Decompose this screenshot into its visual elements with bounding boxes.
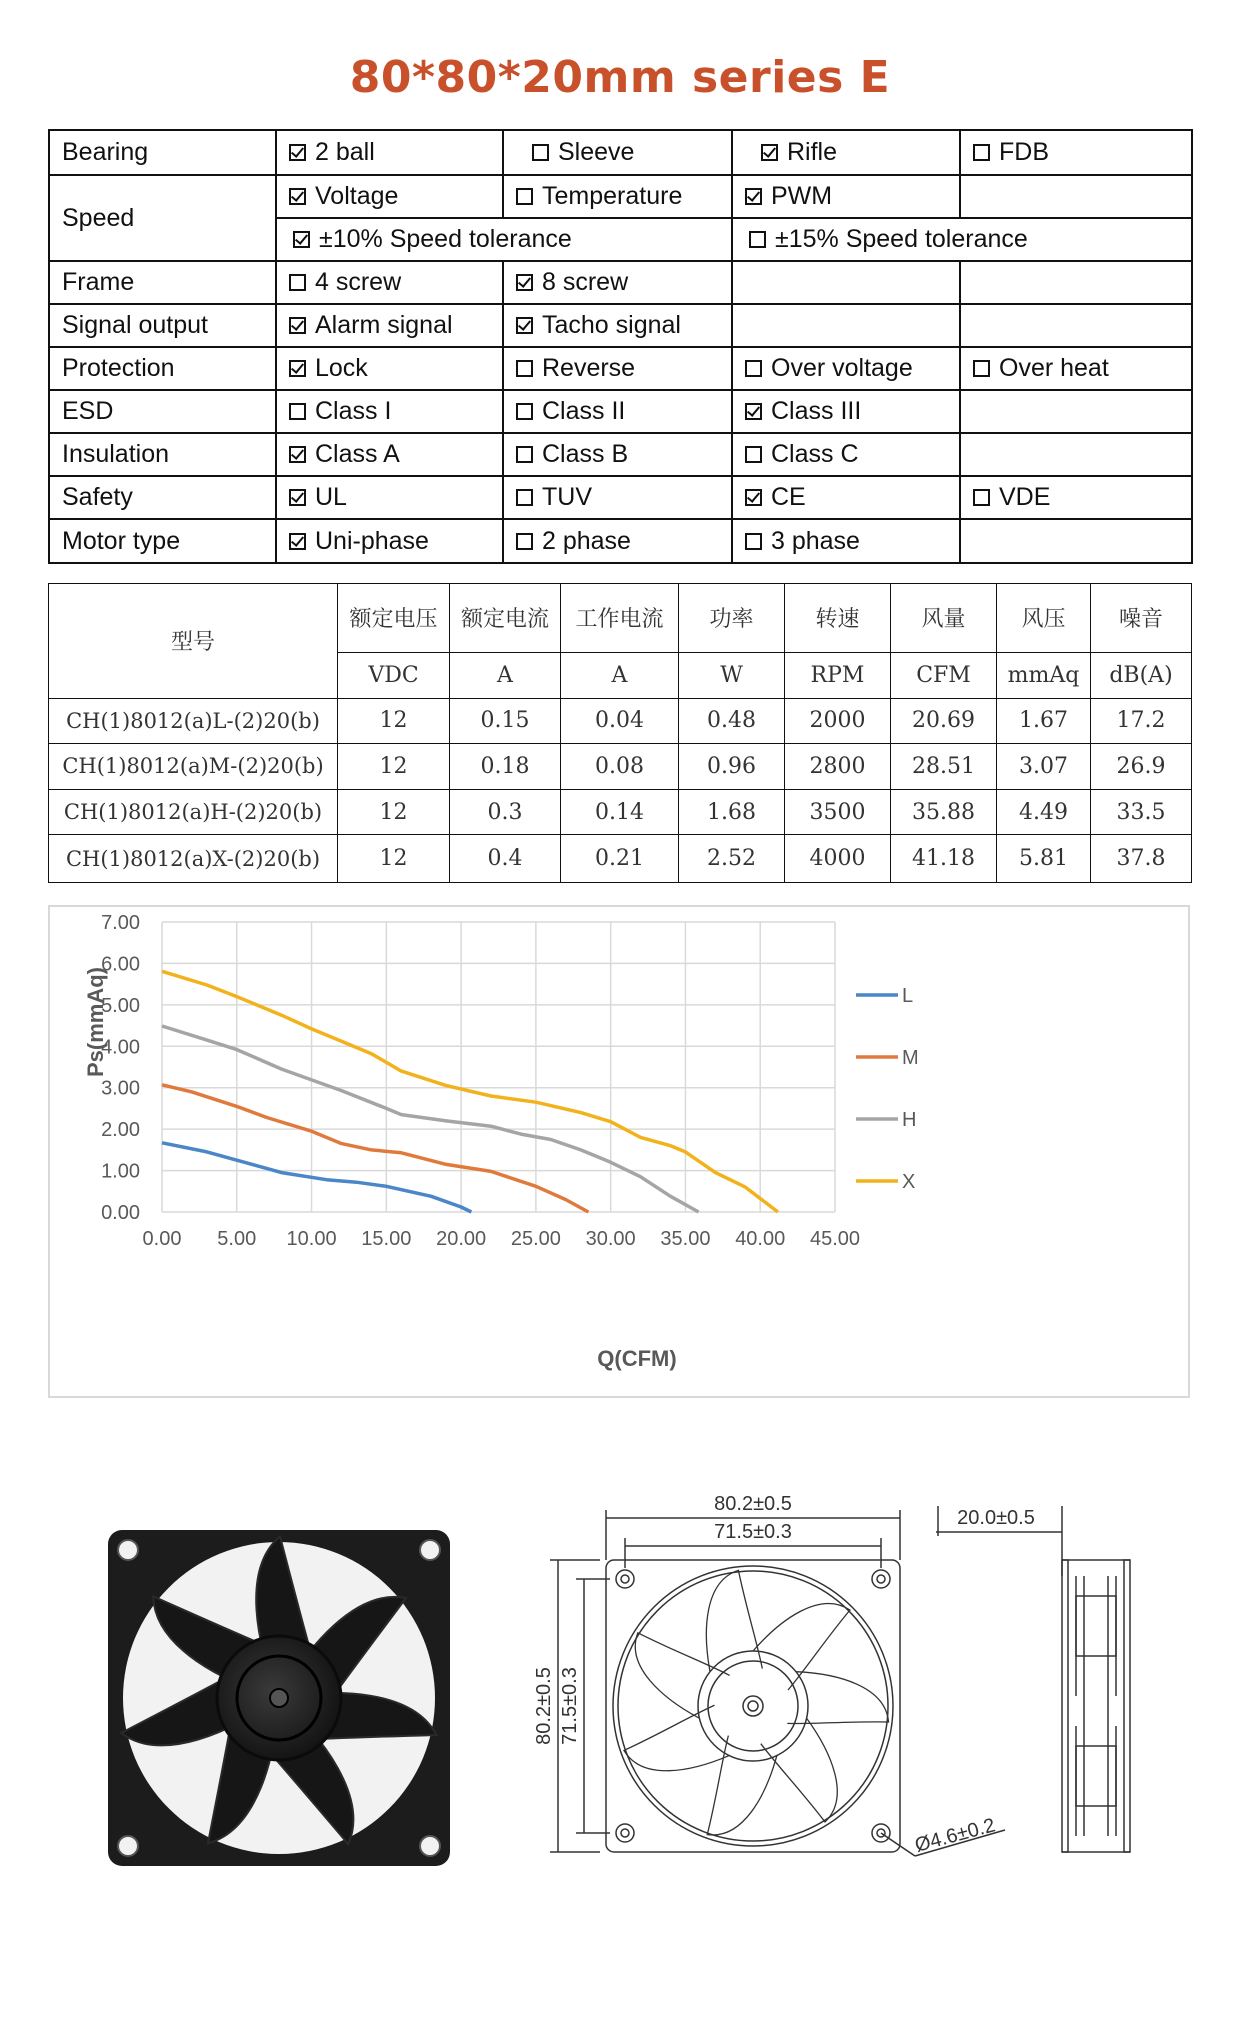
series-line-L	[162, 1143, 471, 1212]
checkbox-icon	[516, 188, 533, 205]
dim-height-holes: 71.5±0.3	[559, 1667, 581, 1745]
spec-option	[960, 130, 1192, 175]
value-cell: 3.07	[997, 744, 1091, 790]
option-label: Over heat	[999, 354, 1109, 382]
spec-label: Speed	[49, 175, 276, 261]
side-drawing	[936, 1496, 1136, 1876]
legend-label: M	[902, 1047, 919, 1069]
x-tick-label: 5.00	[217, 1228, 257, 1250]
option-label: CE	[771, 483, 806, 511]
checkbox-icon	[289, 489, 306, 506]
hub-center	[270, 1689, 288, 1707]
model-cell: CH(1)8012(a)L-(2)20(b)	[49, 698, 338, 744]
elec-header-row	[49, 584, 1192, 653]
x-tick-label: 15.00	[361, 1228, 412, 1250]
spec-option	[276, 519, 503, 563]
spec-option	[732, 175, 960, 218]
unit-cell: A	[450, 652, 561, 698]
spec-label: Signal output	[49, 304, 276, 347]
unit-cell: CFM	[891, 652, 997, 698]
spec-option	[276, 347, 503, 390]
option-label: Class I	[315, 397, 392, 425]
spec-row-signal	[49, 304, 1192, 347]
spec-option	[960, 347, 1192, 390]
option-label: Alarm signal	[315, 311, 453, 339]
option-label: Sleeve	[558, 138, 635, 166]
spec-row-esd	[49, 390, 1192, 433]
checkbox-icon	[516, 274, 533, 291]
checkbox-icon	[289, 317, 306, 334]
spec-empty	[732, 304, 960, 347]
col-header: 转速	[785, 584, 891, 653]
spec-option	[503, 476, 732, 519]
value-cell: 0.4	[450, 835, 561, 883]
y-tick-label: 1.00	[101, 1160, 140, 1183]
x-tick-label: 0.00	[142, 1228, 182, 1250]
dim-width-total: 80.2±0.5	[714, 1493, 792, 1515]
value-cell: 0.21	[561, 835, 679, 883]
spec-option	[276, 433, 503, 476]
checkbox-icon	[745, 360, 762, 377]
spec-option	[732, 519, 960, 563]
x-tick-label: 20.00	[436, 1228, 487, 1250]
option-label: Rifle	[787, 138, 838, 166]
option-label: 4 screw	[315, 268, 402, 296]
value-cell: 1.67	[997, 698, 1091, 744]
value-cell: 12	[338, 835, 450, 883]
spec-option	[503, 304, 732, 347]
value-cell: 37.8	[1091, 835, 1192, 883]
value-cell: 0.3	[450, 789, 561, 835]
unit-cell: mmAq	[997, 652, 1091, 698]
option-label: UL	[315, 483, 347, 511]
spec-label: Motor type	[49, 519, 276, 563]
x-axis-label: Q(CFM)	[597, 1346, 677, 1371]
value-cell: 41.18	[891, 835, 997, 883]
y-tick-label: 6.00	[101, 953, 140, 976]
value-cell: 0.08	[561, 744, 679, 790]
option-label: 2 phase	[542, 526, 631, 555]
value-cell: 0.04	[561, 698, 679, 744]
table-row	[49, 744, 1192, 790]
option-label: PWM	[771, 182, 833, 210]
spec-row-bearing	[49, 130, 1192, 175]
x-tick-label: 25.00	[510, 1228, 561, 1250]
checkbox-icon	[293, 231, 310, 248]
checkbox-icon	[973, 489, 990, 506]
y-tick-label: 3.00	[101, 1077, 140, 1100]
spec-empty	[732, 261, 960, 304]
value-cell: 2.52	[679, 835, 785, 883]
value-cell: 4.49	[997, 789, 1091, 835]
x-tick-label: 40.00	[735, 1228, 786, 1250]
spec-option	[276, 218, 732, 261]
spec-option	[276, 304, 503, 347]
spec-label: ESD	[49, 390, 276, 433]
drawing-blade	[747, 1710, 853, 1824]
checkbox-icon	[516, 403, 533, 420]
y-tick-label: 5.00	[101, 994, 140, 1017]
unit-cell: dB(A)	[1091, 652, 1192, 698]
option-label: Class III	[771, 397, 862, 425]
dim-thickness: 20.0±0.5	[957, 1507, 1035, 1529]
value-cell: 28.51	[891, 744, 997, 790]
spec-empty	[960, 261, 1192, 304]
value-cell: 0.96	[679, 744, 785, 790]
electrical-table	[48, 583, 1192, 883]
option-label: TUV	[542, 483, 592, 511]
model-header: 型号	[49, 584, 338, 699]
fan-photo	[106, 1528, 452, 1868]
checkbox-icon	[289, 533, 306, 550]
spec-label: Bearing	[49, 130, 276, 175]
spec-table	[48, 129, 1193, 564]
legend-label: X	[902, 1171, 916, 1193]
x-tick-label: 30.00	[585, 1228, 636, 1250]
col-header: 工作电流	[561, 584, 679, 653]
option-label: Tacho signal	[542, 311, 681, 339]
option-label: Voltage	[315, 182, 399, 210]
checkbox-icon	[749, 231, 766, 248]
spec-option	[503, 519, 732, 563]
spec-row-insulation	[49, 433, 1192, 476]
series-line-H	[162, 1026, 699, 1212]
col-header: 噪音	[1091, 584, 1192, 653]
page-title: 80*80*20mm series E	[349, 52, 891, 103]
legend-label: H	[902, 1109, 917, 1131]
legend-label: L	[902, 985, 914, 1007]
value-cell: 12	[338, 698, 450, 744]
option-label: ±15% Speed tolerance	[775, 225, 1028, 253]
mount-hole	[420, 1540, 440, 1560]
spec-row-protection	[49, 347, 1192, 390]
option-label: 3 phase	[771, 526, 860, 555]
value-cell: 0.18	[450, 744, 561, 790]
x-tick-label: 35.00	[660, 1228, 711, 1250]
value-cell: 5.81	[997, 835, 1091, 883]
value-cell: 3500	[785, 789, 891, 835]
option-label: Temperature	[542, 182, 683, 210]
option-label: Lock	[315, 354, 368, 382]
checkbox-icon	[745, 188, 762, 205]
mount-hole	[118, 1836, 138, 1856]
spec-option	[503, 390, 732, 433]
spec-option	[732, 433, 960, 476]
checkbox-icon	[516, 489, 533, 506]
option-label: Class B	[542, 440, 629, 468]
value-cell: 26.9	[1091, 744, 1192, 790]
checkbox-icon	[289, 360, 306, 377]
checkbox-icon	[761, 144, 778, 161]
option-label: 8 screw	[542, 268, 629, 296]
mount-hole	[118, 1540, 138, 1560]
option-label: Reverse	[542, 354, 636, 382]
option-label: ±10% Speed tolerance	[319, 225, 572, 253]
value-cell: 0.48	[679, 698, 785, 744]
value-cell: 20.69	[891, 698, 997, 744]
spec-option	[503, 175, 732, 218]
spec-option	[503, 347, 732, 390]
value-cell: 35.88	[891, 789, 997, 835]
spec-label: Safety	[49, 476, 276, 519]
col-header: 风压	[997, 584, 1091, 653]
x-tick-label: 10.00	[286, 1228, 337, 1250]
model-cell: CH(1)8012(a)X-(2)20(b)	[49, 835, 338, 883]
table-row	[49, 835, 1192, 883]
option-label: Over voltage	[771, 354, 913, 382]
col-header: 额定电流	[450, 584, 561, 653]
checkbox-icon	[289, 144, 306, 161]
option-label: Class II	[542, 397, 626, 425]
checkbox-icon	[289, 188, 306, 205]
value-cell: 0.14	[561, 789, 679, 835]
checkbox-icon	[745, 403, 762, 420]
option-label: Uni-phase	[315, 526, 429, 555]
value-cell: 1.68	[679, 789, 785, 835]
spec-label: Protection	[49, 347, 276, 390]
option-label: VDE	[999, 483, 1051, 511]
drawing-blade	[673, 1720, 798, 1840]
checkbox-icon	[532, 144, 549, 161]
model-cell: CH(1)8012(a)M-(2)20(b)	[49, 744, 338, 790]
checkbox-icon	[973, 360, 990, 377]
value-cell: 2800	[785, 744, 891, 790]
pq-chart	[48, 905, 1190, 1398]
spec-row-speed	[49, 175, 1192, 218]
checkbox-icon	[516, 446, 533, 463]
checkbox-icon	[745, 533, 762, 550]
checkbox-icon	[289, 403, 306, 420]
unit-cell: W	[679, 652, 785, 698]
checkbox-icon	[516, 360, 533, 377]
spec-option	[276, 130, 503, 175]
spec-option	[732, 218, 1192, 261]
checkbox-icon	[973, 144, 990, 161]
spec-option	[732, 130, 960, 175]
spec-row-safety	[49, 476, 1192, 519]
y-tick-label: 7.00	[101, 912, 140, 934]
checkbox-icon	[516, 533, 533, 550]
col-header: 功率	[679, 584, 785, 653]
spec-option	[276, 261, 503, 304]
spec-option	[732, 390, 960, 433]
y-tick-label: 0.00	[101, 1202, 140, 1224]
unit-cell: A	[561, 652, 679, 698]
option-label: FDB	[999, 138, 1049, 166]
value-cell: 12	[338, 789, 450, 835]
checkbox-icon	[516, 317, 533, 334]
y-tick-label: 4.00	[101, 1036, 140, 1059]
mount-hole	[420, 1836, 440, 1856]
table-row	[49, 789, 1192, 835]
y-tick-label: 2.00	[101, 1119, 140, 1142]
value-cell: 0.15	[450, 698, 561, 744]
dim-width-holes: 71.5±0.3	[714, 1521, 792, 1543]
spec-option	[960, 476, 1192, 519]
value-cell: 12	[338, 744, 450, 790]
option-label: Class C	[771, 440, 859, 468]
spec-empty	[960, 175, 1192, 218]
checkbox-icon	[289, 446, 306, 463]
spec-row-motor	[49, 519, 1192, 563]
x-tick-label: 45.00	[809, 1228, 861, 1250]
dim-hole-diameter: Ø4.6±0.2	[912, 1814, 998, 1857]
spec-option	[732, 476, 960, 519]
spec-option	[503, 433, 732, 476]
spec-empty	[960, 304, 1192, 347]
model-cell: CH(1)8012(a)H-(2)20(b)	[49, 789, 338, 835]
value-cell: 17.2	[1091, 698, 1192, 744]
spec-row-frame	[49, 261, 1192, 304]
spec-option	[503, 261, 732, 304]
value-cell: 2000	[785, 698, 891, 744]
spec-option	[276, 390, 503, 433]
spec-option	[276, 476, 503, 519]
option-label: 2 ball	[315, 138, 375, 166]
spec-empty	[960, 390, 1192, 433]
checkbox-icon	[289, 274, 306, 291]
value-cell: 33.5	[1091, 789, 1192, 835]
table-row	[49, 698, 1192, 744]
spec-option	[276, 175, 503, 218]
dim-height-total: 80.2±0.5	[533, 1667, 555, 1745]
pq-chart-svg	[50, 907, 1188, 1396]
spec-option	[503, 130, 732, 175]
spec-label: Frame	[49, 261, 276, 304]
spec-empty	[960, 519, 1192, 563]
unit-cell: VDC	[338, 652, 450, 698]
value-cell: 4000	[785, 835, 891, 883]
col-header: 风量	[891, 584, 997, 653]
spec-option	[732, 347, 960, 390]
col-header: 额定电压	[338, 584, 450, 653]
spec-label: Insulation	[49, 433, 276, 476]
unit-cell: RPM	[785, 652, 891, 698]
y-axis-label: Ps(mmAq)	[83, 966, 108, 1078]
option-label: Class A	[315, 440, 400, 468]
spec-empty	[960, 433, 1192, 476]
drawing-blade	[632, 1615, 738, 1729]
checkbox-icon	[745, 446, 762, 463]
checkbox-icon	[745, 489, 762, 506]
